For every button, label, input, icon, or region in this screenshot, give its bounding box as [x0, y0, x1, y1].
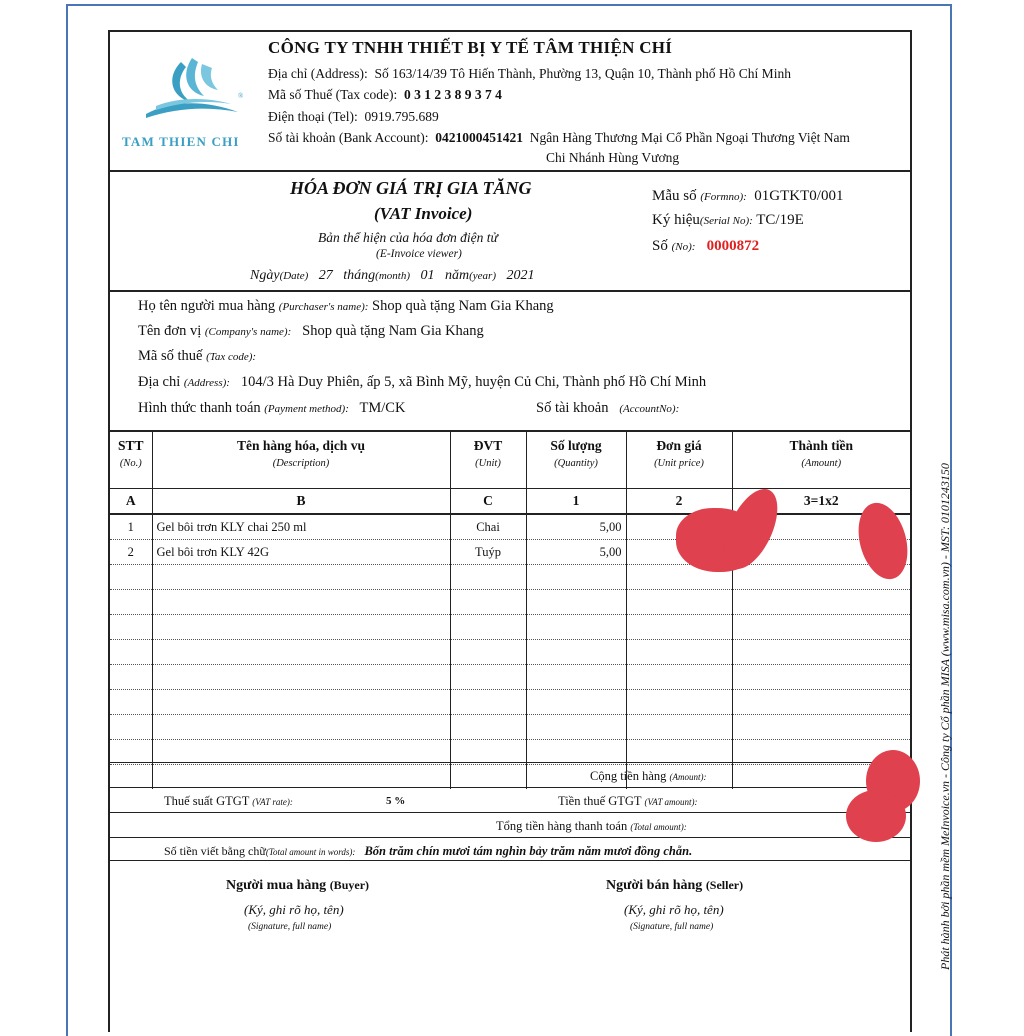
seller-phone-label: Điện thoại (Tel):: [268, 109, 358, 124]
words-label: Số tiền viết bằng chữ: [164, 844, 266, 858]
buyer-company-label-en: (Company's name):: [204, 326, 292, 338]
form-number-line: [652, 188, 843, 205]
account-label-en: (AccountNo):: [619, 403, 680, 415]
seller-phone-line: [268, 109, 439, 125]
payment-method: TM/CK: [359, 400, 406, 416]
invoice-sheet: [108, 30, 912, 1032]
seller-address-line: [268, 66, 791, 82]
logo-wave-icon: [126, 52, 256, 132]
serial-label: Ký hiệu: [652, 212, 700, 228]
divider: [110, 787, 910, 788]
cell-stt: 1: [110, 514, 152, 540]
buyer-sign-note: (Ký, ghi rõ họ, tên): [244, 902, 344, 917]
year-label-en: (year): [469, 270, 496, 282]
table-row-empty: [110, 715, 910, 740]
seller-address-label: Địa chỉ (Address):: [268, 66, 368, 81]
buyer-tax-label-en: (Tax code):: [206, 351, 257, 363]
seller-tax-label: Mã số Thuế (Tax code):: [268, 87, 398, 102]
total-label: Tổng tiền hàng thanh toán: [496, 819, 628, 833]
total-label-en: (Total amount):: [630, 822, 687, 832]
logo-text: TAM THIEN CHI: [122, 134, 240, 149]
divider: [110, 170, 910, 172]
invoice-number: 0000872: [706, 238, 760, 254]
seller-sign-label: Người bán hàng: [606, 878, 703, 893]
no-label-en: (No):: [671, 241, 696, 253]
buyer-name-label-en: (Purchaser's name):: [278, 301, 369, 313]
total-line: [496, 819, 687, 834]
serial-line: [652, 212, 804, 229]
table-letters-row: [110, 489, 910, 515]
col-header-quantity: Số lượng (Quantity): [526, 431, 626, 489]
divider: [110, 812, 910, 813]
seller-bank-label: Số tài khoản (Bank Account):: [268, 130, 429, 145]
vat-amount-label-en: (VAT amount):: [644, 797, 698, 807]
seller-tax-code: 0 3 1 2 3 8 9 3 7 4: [404, 87, 502, 102]
letter-cell: C: [450, 489, 526, 515]
month-label-en: (month): [375, 270, 410, 282]
seller-sign-note-en: (Signature, full name): [630, 922, 714, 932]
items-table: [110, 430, 910, 789]
buyer-company: Shop quà tặng Nam Gia Khang: [302, 323, 484, 339]
col-header-description: Tên hàng hóa, dịch vụ (Description): [152, 431, 450, 489]
table-row-empty: [110, 690, 910, 715]
buyer-signature-title: [226, 878, 369, 894]
buyer-name-line: [138, 298, 554, 315]
buyer-address-label: Địa chỉ: [138, 374, 181, 390]
cell-quantity: 5,00: [526, 514, 626, 540]
month-label: tháng: [343, 268, 376, 283]
table-row: [110, 540, 910, 565]
serial-number: TC/19E: [756, 212, 804, 228]
table-row-empty: [110, 565, 910, 590]
invoice-date-line: [250, 268, 535, 284]
divider: [110, 860, 910, 861]
table-row-empty: [110, 615, 910, 640]
buyer-address: 104/3 Hà Duy Phiên, ấp 5, xã Bình Mỹ, huyện Củ Chi, Thành phố Hồ Chí Minh: [240, 374, 707, 390]
buyer-address-line: [138, 374, 706, 391]
table-row-empty: [110, 740, 910, 765]
words-line: [164, 844, 692, 859]
date-day: 27: [318, 268, 333, 283]
year-label: năm: [445, 268, 470, 283]
invoice-subtitle: Bản thể hiện của hóa đơn điện tử: [318, 230, 498, 245]
col-header-unit-price: Đơn giá (Unit price): [626, 431, 732, 489]
date-month: 01: [420, 268, 435, 283]
no-label: Số: [652, 238, 668, 254]
seller-address: Số 163/14/39 Tô Hiến Thành, Phường 13, Quận 10, Thành phố Hồ Chí Minh: [374, 66, 791, 81]
invoice-subtitle-en: (E-Invoice viewer): [376, 248, 462, 260]
table-row-empty: [110, 665, 910, 690]
seller-bank-account: 0421000451421: [435, 130, 523, 145]
table-row-empty: [110, 640, 910, 665]
buyer-sign-note-en: (Signature, full name): [248, 922, 332, 932]
letter-cell: B: [152, 489, 450, 515]
buyer-name-label: Họ tên người mua hàng: [138, 298, 276, 314]
form-number: 01GTKT0/001: [754, 188, 844, 204]
buyer-sign-label-en: (Buyer): [329, 878, 370, 892]
seller-sign-label-en: (Seller): [705, 878, 744, 892]
table-row-empty: [110, 590, 910, 615]
table-row: [110, 514, 910, 540]
buyer-tax-line: [138, 348, 256, 365]
letter-cell: 3=1x2: [732, 489, 910, 515]
form-label: Mẫu số: [652, 188, 697, 204]
letter-cell: 2: [626, 489, 732, 515]
cell-quantity: 5,00: [526, 540, 626, 565]
col-header-stt: STT (No.): [110, 431, 152, 489]
redaction-mark: [846, 790, 906, 842]
invoice-title-en: (VAT Invoice): [374, 204, 473, 223]
vat-rate: 5 %: [386, 795, 406, 807]
vat-rate-line: [164, 794, 293, 809]
seller-company-name: CÔNG TY TNHH THIẾT BỊ Y TẾ TÂM THIỆN CHÍ: [268, 38, 673, 57]
account-label: Số tài khoản: [536, 400, 609, 416]
payment-label-en: (Payment method):: [264, 403, 349, 415]
serial-label-en: (Serial No):: [699, 215, 753, 227]
subtotal-line: [590, 769, 707, 784]
seller-phone: 0919.795.689: [364, 109, 439, 124]
company-logo: [122, 52, 256, 152]
divider: [110, 837, 910, 838]
table-row-empty: [110, 765, 910, 790]
vat-rate-label: Thuế suất GTGT: [164, 794, 250, 808]
seller-sign-note: (Ký, ghi rõ họ, tên): [624, 902, 724, 917]
software-side-note: Phát hành bởi phần mềm MeInvoice.vn - Công ty Cổ phần MISA (www.misa.com.vn) - MST: 0101243150: [938, 463, 952, 970]
col-header-unit: ĐVT (Unit): [450, 431, 526, 489]
buyer-address-label-en: (Address):: [183, 377, 230, 389]
subtotal-label: Cộng tiền hàng: [590, 769, 667, 783]
cell-unit: Chai: [450, 514, 526, 540]
buyer-company-line: [138, 323, 484, 340]
svg-text:®: ®: [238, 92, 244, 100]
buyer-account-line: [536, 400, 679, 417]
vat-amount-line: [558, 794, 698, 809]
cell-description: Gel bôi trơn KLY chai 250 ml: [152, 514, 450, 540]
seller-bank-name: Ngân Hàng Thương Mại Cổ Phần Ngoại Thương Việt Nam: [529, 130, 850, 145]
letter-cell: A: [110, 489, 152, 515]
payment-label: Hình thức thanh toán: [138, 400, 261, 416]
form-label-en: (Formno):: [700, 191, 747, 203]
seller-tax-line: [268, 87, 502, 103]
invoice-title: HÓA ĐƠN GIÁ TRỊ GIA TĂNG: [290, 178, 532, 198]
letter-cell: 1: [526, 489, 626, 515]
cell-stt: 2: [110, 540, 152, 565]
buyer-name: Shop quà tặng Nam Gia Khang: [372, 298, 554, 314]
seller-signature-title: [606, 878, 743, 894]
amount-in-words: Bốn trăm chín mươi tám nghìn bảy trăm năm mươi đồng chẵn.: [364, 844, 693, 858]
divider: [110, 290, 910, 292]
subtotal-label-en: (Amount):: [669, 772, 707, 782]
seller-bank-branch: Chi Nhánh Hùng Vương: [546, 150, 680, 165]
buyer-company-label: Tên đơn vị: [138, 323, 202, 339]
buyer-payment-line: [138, 400, 405, 417]
date-year: 2021: [506, 268, 535, 283]
table-header-row: [110, 431, 910, 489]
cell-description: Gel bôi trơn KLY 42G: [152, 540, 450, 565]
vat-amount-label: Tiền thuế GTGT: [558, 794, 642, 808]
invoice-number-line: [652, 238, 759, 255]
vat-rate-label-en: (VAT rate):: [252, 797, 293, 807]
col-header-amount: Thành tiền (Amount): [732, 431, 910, 489]
cell-unit: Tuýp: [450, 540, 526, 565]
date-label-en: (Date): [279, 270, 309, 282]
words-label-en: (Total amount in words):: [265, 847, 356, 857]
date-label: Ngày: [250, 268, 280, 283]
seller-bank-line: [268, 130, 850, 146]
buyer-tax-label: Mã số thuế: [138, 348, 203, 364]
divider: [110, 762, 910, 763]
buyer-sign-label: Người mua hàng: [226, 878, 327, 893]
